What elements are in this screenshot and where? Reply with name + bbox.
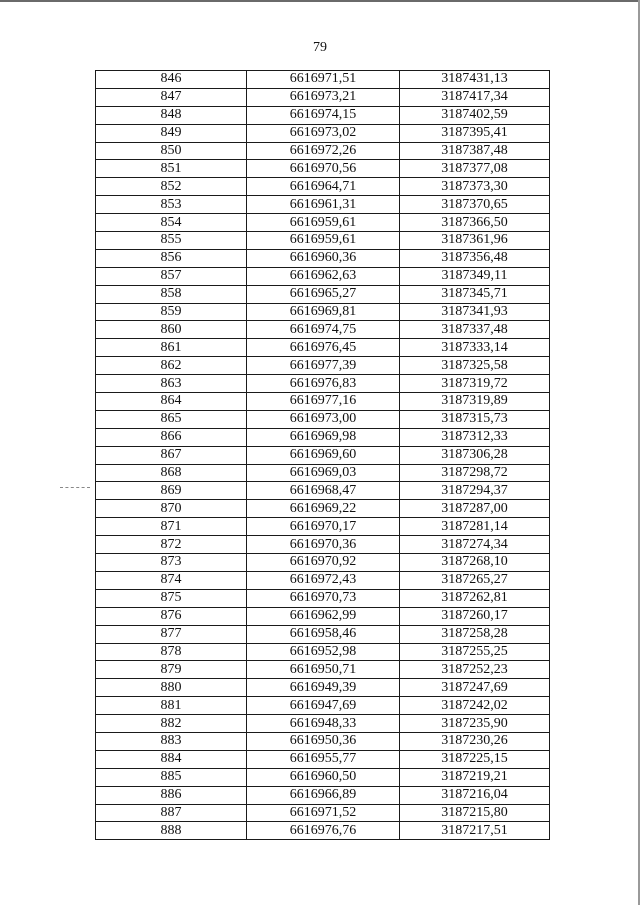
y-coordinate-cell: 3187402,59 bbox=[400, 106, 550, 124]
x-coordinate-cell: 6616968,47 bbox=[247, 482, 400, 500]
point-number-cell: 882 bbox=[96, 715, 247, 733]
table-row bbox=[96, 464, 550, 482]
y-coordinate-cell: 3187260,17 bbox=[400, 607, 550, 625]
y-coordinate-cell: 3187215,80 bbox=[400, 804, 550, 822]
table-row bbox=[96, 589, 550, 607]
x-coordinate-cell: 6616969,81 bbox=[247, 303, 400, 321]
table-row bbox=[96, 232, 550, 250]
point-number-cell: 876 bbox=[96, 607, 247, 625]
y-coordinate-cell: 3187217,51 bbox=[400, 822, 550, 840]
y-coordinate-cell: 3187349,11 bbox=[400, 267, 550, 285]
x-coordinate-cell: 6616970,92 bbox=[247, 554, 400, 572]
x-coordinate-cell: 6616950,36 bbox=[247, 732, 400, 750]
x-coordinate-cell: 6616961,31 bbox=[247, 196, 400, 214]
point-number-cell: 878 bbox=[96, 643, 247, 661]
x-coordinate-cell: 6616958,46 bbox=[247, 625, 400, 643]
y-coordinate-cell: 3187377,08 bbox=[400, 160, 550, 178]
y-coordinate-cell: 3187265,27 bbox=[400, 571, 550, 589]
x-coordinate-cell: 6616970,73 bbox=[247, 589, 400, 607]
y-coordinate-cell: 3187315,73 bbox=[400, 410, 550, 428]
point-number-cell: 851 bbox=[96, 160, 247, 178]
x-coordinate-cell: 6616952,98 bbox=[247, 643, 400, 661]
table-row bbox=[96, 357, 550, 375]
point-number-cell: 869 bbox=[96, 482, 247, 500]
x-coordinate-cell: 6616973,21 bbox=[247, 88, 400, 106]
x-coordinate-cell: 6616966,89 bbox=[247, 786, 400, 804]
table-row bbox=[96, 428, 550, 446]
table-row bbox=[96, 142, 550, 160]
point-number-cell: 868 bbox=[96, 464, 247, 482]
y-coordinate-cell: 3187319,89 bbox=[400, 393, 550, 411]
table-row bbox=[96, 661, 550, 679]
table-row bbox=[96, 71, 550, 89]
point-number-cell: 885 bbox=[96, 768, 247, 786]
y-coordinate-cell: 3187219,21 bbox=[400, 768, 550, 786]
y-coordinate-cell: 3187333,14 bbox=[400, 339, 550, 357]
x-coordinate-cell: 6616971,52 bbox=[247, 804, 400, 822]
y-coordinate-cell: 3187337,48 bbox=[400, 321, 550, 339]
point-number-cell: 847 bbox=[96, 88, 247, 106]
point-number-cell: 874 bbox=[96, 571, 247, 589]
y-coordinate-cell: 3187306,28 bbox=[400, 446, 550, 464]
point-number-cell: 873 bbox=[96, 554, 247, 572]
point-number-cell: 862 bbox=[96, 357, 247, 375]
table-row bbox=[96, 303, 550, 321]
y-coordinate-cell: 3187356,48 bbox=[400, 249, 550, 267]
x-coordinate-cell: 6616970,17 bbox=[247, 518, 400, 536]
y-coordinate-cell: 3187387,48 bbox=[400, 142, 550, 160]
y-coordinate-cell: 3187312,33 bbox=[400, 428, 550, 446]
point-number-cell: 853 bbox=[96, 196, 247, 214]
x-coordinate-cell: 6616972,43 bbox=[247, 571, 400, 589]
y-coordinate-cell: 3187345,71 bbox=[400, 285, 550, 303]
point-number-cell: 852 bbox=[96, 178, 247, 196]
y-coordinate-cell: 3187417,34 bbox=[400, 88, 550, 106]
y-coordinate-cell: 3187274,34 bbox=[400, 536, 550, 554]
table-row bbox=[96, 625, 550, 643]
x-coordinate-cell: 6616969,98 bbox=[247, 428, 400, 446]
point-number-cell: 858 bbox=[96, 285, 247, 303]
point-number-cell: 849 bbox=[96, 124, 247, 142]
point-number-cell: 884 bbox=[96, 750, 247, 768]
table-row bbox=[96, 393, 550, 411]
point-number-cell: 881 bbox=[96, 697, 247, 715]
table-row bbox=[96, 321, 550, 339]
x-coordinate-cell: 6616972,26 bbox=[247, 142, 400, 160]
y-coordinate-cell: 3187319,72 bbox=[400, 375, 550, 393]
x-coordinate-cell: 6616977,16 bbox=[247, 393, 400, 411]
x-coordinate-cell: 6616964,71 bbox=[247, 178, 400, 196]
x-coordinate-cell: 6616969,03 bbox=[247, 464, 400, 482]
table-row bbox=[96, 643, 550, 661]
point-number-cell: 886 bbox=[96, 786, 247, 804]
coordinates-table bbox=[95, 70, 550, 840]
table-row bbox=[96, 822, 550, 840]
table-row bbox=[96, 196, 550, 214]
coordinates-table-body bbox=[96, 71, 550, 840]
y-coordinate-cell: 3187216,04 bbox=[400, 786, 550, 804]
y-coordinate-cell: 3187252,23 bbox=[400, 661, 550, 679]
y-coordinate-cell: 3187341,93 bbox=[400, 303, 550, 321]
table-row bbox=[96, 249, 550, 267]
x-coordinate-cell: 6616969,22 bbox=[247, 500, 400, 518]
table-row bbox=[96, 500, 550, 518]
x-coordinate-cell: 6616974,15 bbox=[247, 106, 400, 124]
point-number-cell: 861 bbox=[96, 339, 247, 357]
x-coordinate-cell: 6616976,76 bbox=[247, 822, 400, 840]
x-coordinate-cell: 6616950,71 bbox=[247, 661, 400, 679]
x-coordinate-cell: 6616962,63 bbox=[247, 267, 400, 285]
point-number-cell: 860 bbox=[96, 321, 247, 339]
point-number-cell: 888 bbox=[96, 822, 247, 840]
point-number-cell: 866 bbox=[96, 428, 247, 446]
y-coordinate-cell: 3187247,69 bbox=[400, 679, 550, 697]
point-number-cell: 848 bbox=[96, 106, 247, 124]
x-coordinate-cell: 6616976,45 bbox=[247, 339, 400, 357]
table-row bbox=[96, 88, 550, 106]
point-number-cell: 875 bbox=[96, 589, 247, 607]
y-coordinate-cell: 3187361,96 bbox=[400, 232, 550, 250]
table-row bbox=[96, 804, 550, 822]
scan-edge-top bbox=[0, 0, 640, 2]
point-number-cell: 864 bbox=[96, 393, 247, 411]
point-number-cell: 857 bbox=[96, 267, 247, 285]
point-number-cell: 856 bbox=[96, 249, 247, 267]
y-coordinate-cell: 3187268,10 bbox=[400, 554, 550, 572]
table-row bbox=[96, 482, 550, 500]
x-coordinate-cell: 6616970,36 bbox=[247, 536, 400, 554]
table-row bbox=[96, 607, 550, 625]
y-coordinate-cell: 3187294,37 bbox=[400, 482, 550, 500]
point-number-cell: 877 bbox=[96, 625, 247, 643]
table-row bbox=[96, 697, 550, 715]
y-coordinate-cell: 3187298,72 bbox=[400, 464, 550, 482]
point-number-cell: 850 bbox=[96, 142, 247, 160]
y-coordinate-cell: 3187230,26 bbox=[400, 732, 550, 750]
y-coordinate-cell: 3187366,50 bbox=[400, 214, 550, 232]
x-coordinate-cell: 6616977,39 bbox=[247, 357, 400, 375]
point-number-cell: 859 bbox=[96, 303, 247, 321]
x-coordinate-cell: 6616974,75 bbox=[247, 321, 400, 339]
table-row bbox=[96, 518, 550, 536]
table-row bbox=[96, 178, 550, 196]
table-row bbox=[96, 375, 550, 393]
x-coordinate-cell: 6616955,77 bbox=[247, 750, 400, 768]
table-row bbox=[96, 554, 550, 572]
x-coordinate-cell: 6616969,60 bbox=[247, 446, 400, 464]
table-row bbox=[96, 339, 550, 357]
point-number-cell: 883 bbox=[96, 732, 247, 750]
y-coordinate-cell: 3187395,41 bbox=[400, 124, 550, 142]
table-row bbox=[96, 571, 550, 589]
x-coordinate-cell: 6616960,50 bbox=[247, 768, 400, 786]
x-coordinate-cell: 6616949,39 bbox=[247, 679, 400, 697]
table-row bbox=[96, 536, 550, 554]
x-coordinate-cell: 6616973,00 bbox=[247, 410, 400, 428]
y-coordinate-cell: 3187235,90 bbox=[400, 715, 550, 733]
table-row bbox=[96, 214, 550, 232]
table-row bbox=[96, 786, 550, 804]
y-coordinate-cell: 3187373,30 bbox=[400, 178, 550, 196]
x-coordinate-cell: 6616947,69 bbox=[247, 697, 400, 715]
y-coordinate-cell: 3187370,65 bbox=[400, 196, 550, 214]
table-row bbox=[96, 446, 550, 464]
table-row bbox=[96, 410, 550, 428]
point-number-cell: 854 bbox=[96, 214, 247, 232]
table-row bbox=[96, 768, 550, 786]
y-coordinate-cell: 3187225,15 bbox=[400, 750, 550, 768]
x-coordinate-cell: 6616959,61 bbox=[247, 232, 400, 250]
point-number-cell: 880 bbox=[96, 679, 247, 697]
x-coordinate-cell: 6616959,61 bbox=[247, 214, 400, 232]
point-number-cell: 846 bbox=[96, 71, 247, 89]
x-coordinate-cell: 6616973,02 bbox=[247, 124, 400, 142]
point-number-cell: 879 bbox=[96, 661, 247, 679]
table-row bbox=[96, 124, 550, 142]
x-coordinate-cell: 6616965,27 bbox=[247, 285, 400, 303]
x-coordinate-cell: 6616948,33 bbox=[247, 715, 400, 733]
table-row bbox=[96, 715, 550, 733]
point-number-cell: 887 bbox=[96, 804, 247, 822]
x-coordinate-cell: 6616976,83 bbox=[247, 375, 400, 393]
y-coordinate-cell: 3187287,00 bbox=[400, 500, 550, 518]
point-number-cell: 863 bbox=[96, 375, 247, 393]
point-number-cell: 865 bbox=[96, 410, 247, 428]
point-number-cell: 872 bbox=[96, 536, 247, 554]
table-row bbox=[96, 160, 550, 178]
page-number: 79 bbox=[313, 40, 327, 55]
table-row bbox=[96, 285, 550, 303]
x-coordinate-cell: 6616970,56 bbox=[247, 160, 400, 178]
point-number-cell: 855 bbox=[96, 232, 247, 250]
x-coordinate-cell: 6616971,51 bbox=[247, 71, 400, 89]
table-row bbox=[96, 267, 550, 285]
y-coordinate-cell: 3187258,28 bbox=[400, 625, 550, 643]
x-coordinate-cell: 6616962,99 bbox=[247, 607, 400, 625]
point-number-cell: 870 bbox=[96, 500, 247, 518]
table-row bbox=[96, 750, 550, 768]
y-coordinate-cell: 3187325,58 bbox=[400, 357, 550, 375]
point-number-cell: 867 bbox=[96, 446, 247, 464]
table-row bbox=[96, 679, 550, 697]
y-coordinate-cell: 3187281,14 bbox=[400, 518, 550, 536]
scan-artifact-line bbox=[60, 487, 90, 489]
y-coordinate-cell: 3187262,81 bbox=[400, 589, 550, 607]
y-coordinate-cell: 3187242,02 bbox=[400, 697, 550, 715]
y-coordinate-cell: 3187431,13 bbox=[400, 71, 550, 89]
x-coordinate-cell: 6616960,36 bbox=[247, 249, 400, 267]
y-coordinate-cell: 3187255,25 bbox=[400, 643, 550, 661]
table-row bbox=[96, 732, 550, 750]
point-number-cell: 871 bbox=[96, 518, 247, 536]
table-row bbox=[96, 106, 550, 124]
